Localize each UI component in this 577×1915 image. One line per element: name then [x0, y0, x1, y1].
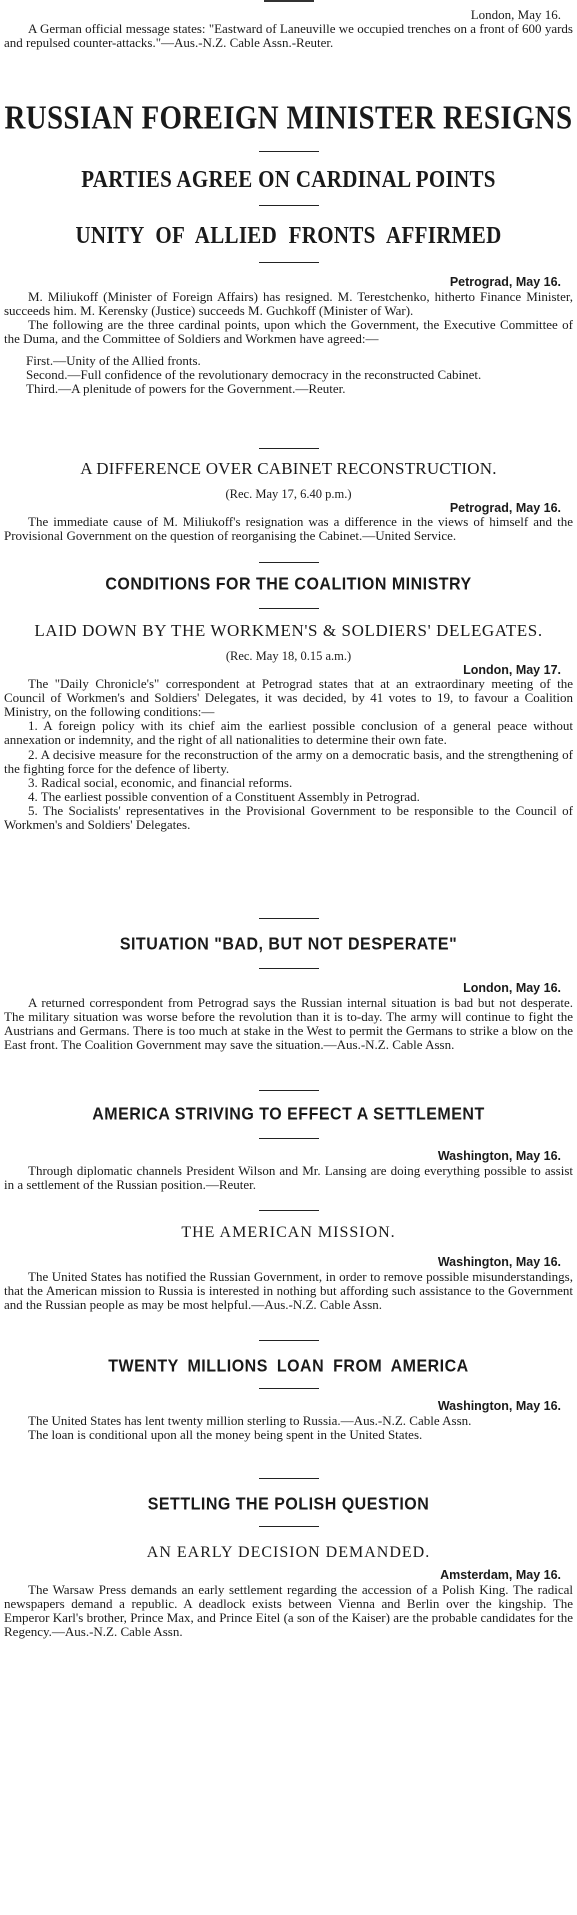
mission-headline: THE AMERICAN MISSION.	[181, 1224, 396, 1241]
main-dateline: Petrograd, May 16.	[449, 275, 561, 289]
rule-15-wrap	[0, 1526, 577, 1527]
coalition-received: (Rec. May 18, 0.15 a.m.)	[225, 649, 352, 664]
cardinal-points-list	[0, 354, 577, 396]
situation-dateline: London, May 16.	[463, 981, 561, 995]
top-body: A German official message states: "Eastward of Laneuville we occupied trenches on a front of 600 yards and repulsed counter-attacks."—Aus.-N.Z. Cable Assn.-Reuter.	[4, 21, 573, 51]
america-body: Through diplomatic channels President Wilson and Mr. Lansing are doing everything possible to assist in a settlement of the Russian position.—Reuter.	[4, 1162, 573, 1192]
loan-headline: TWENTY MILLIONS LOAN FROM AMERICA	[108, 1357, 469, 1376]
difference-body: The immediate cause of M. Miliukoff's resignation was a difference in the views of himself and the Provisional Government on the question of reorganising the Cabinet.—United Service.	[4, 514, 573, 544]
mission-body-section	[0, 1256, 577, 1312]
coalition-conditions-list	[0, 719, 577, 831]
loan-body-2: The loan is conditional upon all the money being spent in the United States.	[28, 1426, 423, 1442]
rule-5-wrap	[0, 562, 577, 563]
subhead1-block	[0, 165, 577, 193]
main-headline: RUSSIAN FOREIGN MINISTER RESIGNS	[4, 99, 573, 137]
main-paragraph-2: The following are the three cardinal points, upon which the Government, the Executive Committee of the Duma, and the Committee of Soldiers and Workmen have agreed:—	[4, 316, 573, 346]
loan-dateline: Washington, May 16.	[437, 1399, 561, 1413]
loan-section	[0, 1358, 577, 1375]
america-section	[0, 1106, 577, 1123]
rule-8-wrap	[0, 968, 577, 969]
polish-body: The Warsaw Press demands an early settlement regarding the accession of a Polish King. The radical newspapers demand a republic. A deadlock exists between Vienna and Berlin over the kingship. The Emperor Karl's brother, Prince Max, and Prince Eitel (a son of the Kaiser) are the probable candidates for the Regency.—Aus.-N.Z. Cable Assn.	[4, 1581, 573, 1639]
mission-dateline: Washington, May 16.	[437, 1255, 561, 1269]
top-article	[0, 8, 577, 50]
main-headline-block	[0, 99, 577, 137]
rule-1	[259, 151, 319, 152]
rule-4	[259, 448, 319, 449]
polish-body-section	[0, 1544, 577, 1639]
condition-4: 4. The earliest possible convention of a Constituent Assembly in Petrograd.	[28, 788, 420, 804]
polish-section	[0, 1496, 577, 1513]
rule-2	[259, 205, 319, 206]
coalition-subhead: LAID DOWN BY THE WORKMEN'S & SOLDIERS' DELEGATES.	[34, 621, 543, 640]
loan-body-section	[0, 1400, 577, 1442]
situation-body-section	[0, 982, 577, 1052]
rule-15	[259, 1526, 319, 1527]
rule-10-wrap	[0, 1138, 577, 1139]
rule-2-wrap	[0, 205, 577, 206]
coalition-dateline: London, May 17.	[463, 662, 561, 677]
america-headline: AMERICA STRIVING TO EFFECT A SETTLEMENT	[92, 1105, 485, 1124]
condition-1: 1. A foreign policy with its chief aim the earliest possible conclusion of a general peace without annexation or indemnity, and the right of all nationalities to determine their own fate.	[4, 718, 573, 748]
top-divider-wrap	[0, 0, 577, 2]
rule-8	[259, 968, 319, 969]
top-dateline: London, May 16.	[470, 7, 561, 22]
condition-2: 2. A decisive measure for the reconstruction of the army on a democratic basis, and the strengthening of the fighting force for the defence of liberty.	[4, 746, 573, 776]
coalition-body: The "Daily Chronicle's" correspondent at Petrograd states that at an extraordinary meeting of the Council of Workmen's and Soldiers' Delegates, it was decided, by 41 votes to 19, to favour a Coalition Ministry, on the following conditions:—	[4, 676, 573, 720]
point-second: Second.—Full confidence of the revolutionary democracy in the reconstructed Cabinet.	[26, 366, 482, 382]
rule-12	[259, 1340, 319, 1341]
difference-headline: A DIFFERENCE OVER CABINET RECONSTRUCTION.	[80, 459, 497, 478]
polish-subhead: AN EARLY DECISION DEMANDED.	[146, 1544, 431, 1561]
america-dateline: Washington, May 16.	[437, 1149, 561, 1163]
rule-3	[259, 262, 319, 263]
main-subhead-1: PARTIES AGREE ON CARDINAL POINTS	[81, 165, 496, 193]
rule-6-wrap	[0, 608, 577, 609]
rule-12-wrap	[0, 1340, 577, 1341]
rule-13-wrap	[0, 1388, 577, 1389]
rule-9	[259, 1090, 319, 1091]
polish-headline: SETTLING THE POLISH QUESTION	[147, 1495, 430, 1514]
coalition-headline: CONDITIONS FOR THE COALITION MINISTRY	[105, 575, 472, 594]
difference-dateline: Petrograd, May 16.	[449, 500, 561, 515]
america-body-section	[0, 1150, 577, 1192]
situation-headline: SITUATION "BAD, BUT NOT DESPERATE"	[119, 935, 458, 954]
condition-5: 5. The Socialists' representatives in the Provisional Government to be responsible to the Council of Workmen's and Soldiers' Delegates.	[4, 802, 573, 832]
rule-11	[259, 1210, 319, 1211]
mission-body: The United States has notified the Russian Government, in order to remove possible misunderstandings, that the American mission to Russia is interested in nothing but affording such assistance to the Government and the Russian people as may be most helpful.—Aus.-N.Z. Cable Assn.	[4, 1268, 573, 1312]
coalition-body-section	[0, 622, 577, 832]
rule-14	[259, 1478, 319, 1479]
rule-13	[259, 1388, 319, 1389]
rule-10	[259, 1138, 319, 1139]
difference-section	[0, 460, 577, 543]
mission-section	[0, 1224, 577, 1241]
polish-dateline: Amsterdam, May 16.	[440, 1568, 561, 1583]
point-first: First.—Unity of the Allied fronts.	[26, 352, 201, 368]
subhead2-block	[0, 221, 577, 249]
rule-11-wrap	[0, 1210, 577, 1211]
rule-7-wrap	[0, 918, 577, 919]
rule-6	[259, 608, 319, 609]
point-third: Third.—A plenitude of powers for the Government.—Reuter.	[26, 380, 346, 396]
difference-received: (Rec. May 17, 6.40 p.m.)	[225, 487, 352, 502]
condition-3: 3. Radical social, economic, and financial reforms.	[28, 774, 293, 790]
rule-9-wrap	[0, 1090, 577, 1091]
rule-5	[259, 562, 319, 563]
rule-7	[259, 918, 319, 919]
rule-14-wrap	[0, 1478, 577, 1479]
loan-body-1: The United States has lent twenty million sterling to Russia.—Aus.-N.Z. Cable Assn.	[28, 1412, 472, 1428]
situation-section	[0, 936, 577, 953]
rule-4-wrap	[0, 448, 577, 449]
main-subhead-2: UNITY OF ALLIED FRONTS AFFIRMED	[75, 221, 502, 249]
coalition-section	[0, 576, 577, 593]
rule-1-wrap	[0, 151, 577, 152]
main-paragraph-1: M. Miliukoff (Minister of Foreign Affairs) has resigned. M. Terestchenko, hitherto Finance Minister, succeeds him. M. Kerensky (Justice) succeeds M. Guchkoff (Minister of War).	[4, 288, 573, 318]
top-divider	[264, 0, 314, 2]
main-article	[0, 276, 577, 396]
rule-3-wrap	[0, 262, 577, 263]
situation-body: A returned correspondent from Petrograd says the Russian internal situation is bad but not desperate. The military situation was worse before the revolution than it is to-day. The army will continue to fight the Austrians and Germans. There is too much at stake in the West to permit the Germans to strike a blow on the East front. The Coalition Government may save the situation.—Aus.-N.Z. Cable Assn.	[4, 994, 573, 1052]
